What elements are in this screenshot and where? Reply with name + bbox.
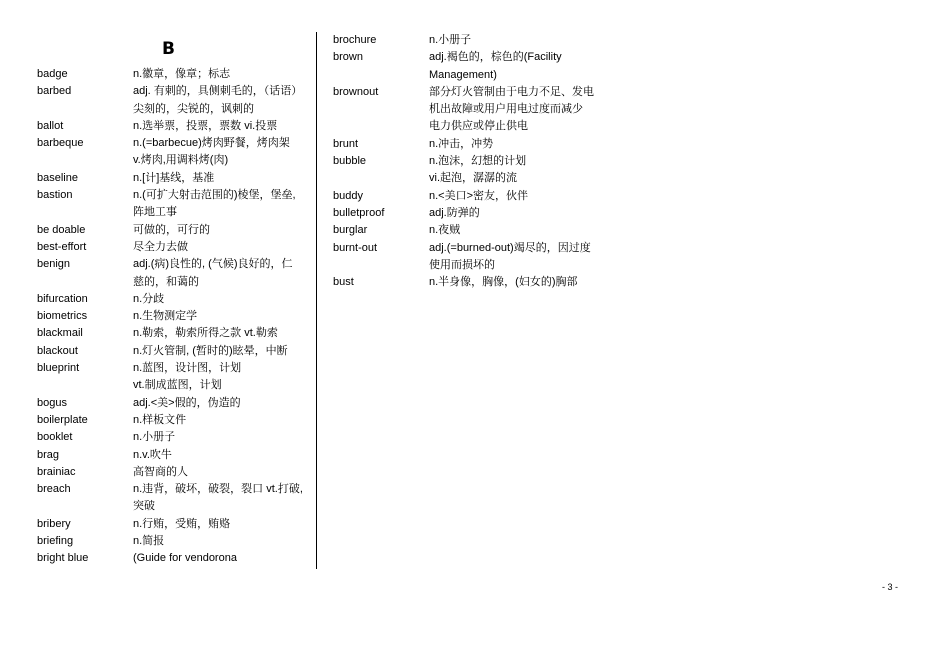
definition-line: n.分歧 <box>133 292 165 305</box>
glossary-entry <box>37 516 307 533</box>
entry-definition <box>429 153 623 188</box>
entry-term: brochure <box>333 34 377 46</box>
glossary-entry <box>37 170 307 187</box>
definition-line: 高智商的人 <box>133 465 188 478</box>
definition-line: 电力供应或停止供电 <box>429 120 528 133</box>
entry-term: best-effort <box>37 240 87 253</box>
entry-definition <box>133 481 307 516</box>
glossary-entry <box>37 447 307 464</box>
definition-line: n.徽章，像章；标志 <box>133 68 231 80</box>
entry-term: baseline <box>37 171 78 184</box>
entry-definition <box>429 32 623 49</box>
entry-definition <box>133 360 307 395</box>
definition-line: vt.制成蓝图，计划 <box>133 379 222 392</box>
entry-term: bastion <box>37 189 73 202</box>
glossary-entry <box>333 84 623 136</box>
right-column <box>333 32 623 291</box>
entry-definition <box>133 170 307 187</box>
entry-term: burnt-out <box>333 241 378 254</box>
entry-term: bribery <box>37 517 71 530</box>
glossary-entry <box>37 187 307 222</box>
definition-line: 阵地工事 <box>133 206 177 219</box>
glossary-entry <box>37 481 307 516</box>
definition-line: (Guide for vendorona <box>133 552 237 565</box>
entry-term: briefing <box>37 535 74 548</box>
definition-line: n.生物测定学 <box>133 310 198 323</box>
entry-term: brunt <box>333 137 359 150</box>
definition-line: n.选举票，投票，票数 vi.投票 <box>133 119 278 132</box>
definition-line: adj.防弹的 <box>429 206 480 219</box>
definition-line: n.泡沫，幻想的计划 <box>429 155 527 168</box>
glossary-entry <box>37 118 307 135</box>
page-number: - 3 - <box>881 582 898 592</box>
definition-line: n.小册子 <box>133 431 176 444</box>
glossary-entry <box>37 533 307 550</box>
definition-line: n.v.吹牛 <box>133 448 172 461</box>
entry-definition <box>133 447 307 464</box>
glossary-entry <box>37 256 307 291</box>
entry-definition <box>429 136 623 153</box>
definition-line: n.[计]基线，基准 <box>133 171 215 184</box>
entry-term: boilerplate <box>37 413 88 426</box>
definition-line: n.冲击，冲势 <box>429 137 494 150</box>
definition-line: n.小册子 <box>429 34 472 46</box>
entry-term: bifurcation <box>37 292 88 305</box>
glossary-entry <box>333 153 623 188</box>
glossary-entry <box>333 274 623 291</box>
entry-term: barbeque <box>37 137 84 150</box>
entry-term: benign <box>37 258 71 271</box>
definition-line: n.违背，破坏，破裂，裂口 vt.打破, <box>133 483 303 496</box>
column-divider <box>316 32 317 569</box>
definition-line: n.行贿，受贿，贿赂 <box>133 517 231 530</box>
definition-line: n.<美口>密友，伙伴 <box>429 189 529 202</box>
definition-line: adj.(=burned-out)竭尽的，因过度 <box>429 241 591 254</box>
definition-line: n.灯火管制, (暂时的)眩晕，中断 <box>133 344 288 357</box>
glossary-entry <box>37 66 307 83</box>
entry-term: blueprint <box>37 362 80 375</box>
glossary-entry <box>37 360 307 395</box>
definition-line: n.半身像，胸像，(妇女的)胸部 <box>429 276 578 289</box>
glossary-entry <box>37 343 307 360</box>
entry-definition <box>133 516 307 533</box>
definition-line: Management) <box>429 68 497 81</box>
entry-term: barbed <box>37 85 72 98</box>
entry-definition <box>133 325 307 342</box>
entry-term: be doable <box>37 223 86 236</box>
entry-definition <box>133 256 307 291</box>
entry-term: bulletproof <box>333 206 385 219</box>
definition-line: n.样板文件 <box>133 413 187 426</box>
definition-line: 尽全力去做 <box>133 240 188 253</box>
glossary-entry <box>37 291 307 308</box>
entry-definition <box>429 274 623 291</box>
definition-line: 部分灯火管制由于电力不足、发电 <box>429 85 594 98</box>
entry-term: blackout <box>37 344 78 357</box>
glossary-entry <box>37 464 307 481</box>
definition-line: n.简报 <box>133 535 165 548</box>
entry-term: biometrics <box>37 310 88 323</box>
definition-line: vi.起泡，潺潺的流 <box>429 172 517 185</box>
entry-definition <box>133 222 307 239</box>
entry-definition <box>429 240 623 275</box>
definition-line: 慈的，和蔼的 <box>133 275 199 288</box>
entry-definition <box>429 188 623 205</box>
definition-line: n.(=barbecue)烤肉野餐，烤肉架 <box>133 137 290 150</box>
entry-term: ballot <box>37 119 64 132</box>
entry-definition <box>133 464 307 481</box>
entry-definition <box>133 343 307 360</box>
entry-term: brown <box>333 51 363 64</box>
entry-definition <box>133 187 307 222</box>
entry-term: bright blue <box>37 552 89 565</box>
entry-definition <box>133 533 307 550</box>
glossary-entry <box>37 135 307 170</box>
entry-term: brainiac <box>37 465 76 478</box>
left-column <box>37 66 307 568</box>
glossary-entry <box>37 395 307 412</box>
entry-term: bust <box>333 276 354 289</box>
definition-line: 尖刻的，尖锐的，讽刺的 <box>133 102 254 115</box>
entry-definition <box>133 66 307 83</box>
glossary-entry <box>37 429 307 446</box>
definition-line: adj.褐色的，棕色的(Facility <box>429 51 562 64</box>
entry-definition <box>133 291 307 308</box>
definition-line: n.夜贼 <box>429 224 461 237</box>
glossary-entry <box>333 205 623 222</box>
entry-term: burglar <box>333 224 368 237</box>
entry-term: blackmail <box>37 327 83 340</box>
glossary-entry <box>37 83 307 118</box>
glossary-entry <box>333 188 623 205</box>
definition-line: 可做的，可行的 <box>133 223 210 236</box>
glossary-entry <box>37 308 307 325</box>
section-heading: B <box>162 39 175 59</box>
entry-definition <box>133 395 307 412</box>
definition-line: n.蓝图，设计图，计划 <box>133 362 242 375</box>
definition-line: 使用而损坏的 <box>429 258 495 271</box>
entry-term: bogus <box>37 396 67 409</box>
entry-definition <box>133 135 307 170</box>
entry-definition <box>133 412 307 429</box>
glossary-entry <box>37 239 307 256</box>
entry-definition <box>133 118 307 135</box>
glossary-entry <box>333 49 623 84</box>
definition-line: n.勒索，勒索所得之款 vt.勒索 <box>133 327 278 340</box>
glossary-entry <box>333 136 623 153</box>
entry-term: brag <box>37 448 60 461</box>
definition-line: n.(可扩大射击范围的)棱堡，堡垒, <box>133 189 296 202</box>
entry-definition <box>133 550 307 567</box>
entry-definition <box>429 84 623 136</box>
definition-line: v.烤肉,用调料烤(肉) <box>133 154 229 167</box>
glossary-entry <box>333 240 623 275</box>
glossary-entry <box>37 550 307 567</box>
definition-line: adj.<美>假的，伪造的 <box>133 396 241 409</box>
definition-line: 机出故障或用户用电过度而减少 <box>429 103 583 116</box>
glossary-entry <box>37 325 307 342</box>
entry-definition <box>429 49 623 84</box>
entry-term: brownout <box>333 85 379 98</box>
entry-definition <box>133 429 307 446</box>
glossary-entry <box>333 32 623 49</box>
entry-term: bubble <box>333 155 367 168</box>
entry-definition <box>133 239 307 256</box>
entry-term: booklet <box>37 431 73 444</box>
definition-line: 突破 <box>133 500 155 513</box>
entry-definition <box>133 308 307 325</box>
entry-definition <box>133 83 307 118</box>
glossary-entry <box>37 412 307 429</box>
entry-term: buddy <box>333 189 363 202</box>
definition-line: adj.(病)良性的, (气候)良好的，仁 <box>133 258 293 271</box>
entry-definition <box>429 205 623 222</box>
entry-definition <box>429 222 623 239</box>
glossary-entry <box>333 222 623 239</box>
entry-term: breach <box>37 483 71 496</box>
glossary-entry <box>37 222 307 239</box>
definition-line: adj. 有刺的，具侧刺毛的，（话语） <box>133 85 303 98</box>
entry-term: badge <box>37 68 68 80</box>
